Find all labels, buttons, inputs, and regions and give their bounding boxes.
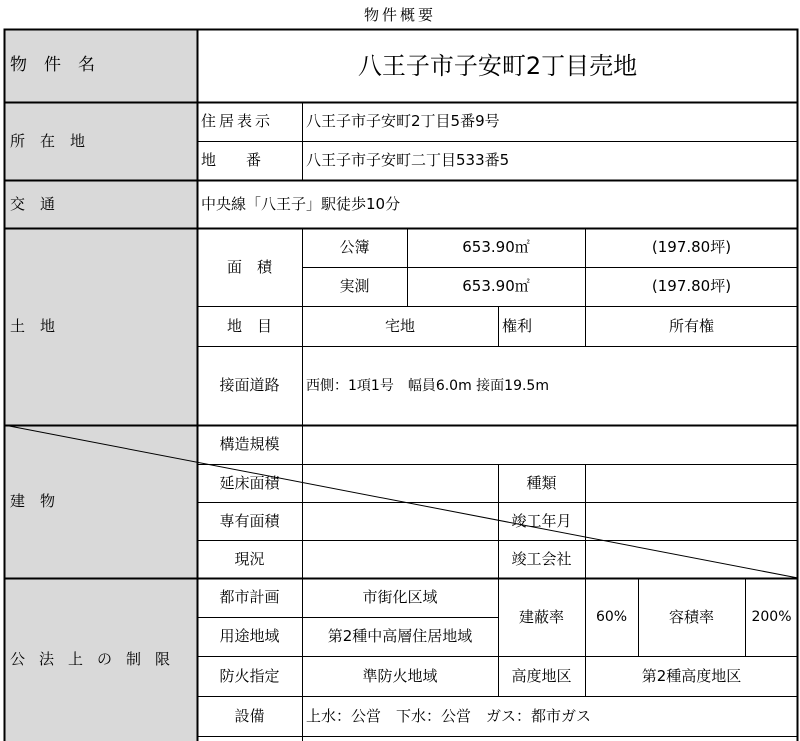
completion-label: 竣工年月 (511, 511, 572, 530)
land-label: 土 地 (4, 228, 197, 425)
registry-area: 653.90㎡ (462, 238, 530, 256)
road: 西側：1項1号 幅員6.0m 接面19.5m (306, 377, 549, 394)
lot-label: 地 番 (201, 151, 262, 169)
measured-area: 653.90㎡ (462, 277, 530, 295)
structure-label: 構造規模 (219, 435, 280, 453)
measured-label: 実測 (339, 277, 370, 295)
legal-restrictions-label: 公法上の制限 (4, 578, 197, 741)
registry-label: 公簿 (339, 238, 370, 256)
address-label: 住居表示 (201, 112, 274, 130)
height-label: 高度地区 (511, 666, 572, 685)
exclusive-area-label: 専有面積 (219, 511, 280, 530)
property-name-label: 物 件 名 (4, 29, 197, 102)
height: 第2種高度地区 (641, 666, 742, 685)
building-label: 建 物 (4, 425, 197, 578)
road-label: 接面道路 (219, 376, 280, 394)
location-label: 所 在 地 (4, 102, 197, 180)
transport: 中央線「八王子」駅徒歩10分 (201, 194, 401, 213)
utilities: 上水：公営 下水：公営 ガス：都市ガス (306, 706, 592, 725)
far: 200% (751, 609, 792, 625)
land-category-label: 地 目 (226, 316, 272, 335)
registry-tsubo: (197.80坪) (651, 238, 732, 256)
floor-area-label: 延床面積 (219, 473, 280, 492)
coverage-label: 建蔽率 (518, 607, 564, 626)
fire-label: 防火指定 (219, 666, 280, 685)
measured-tsubo: (197.80坪) (651, 277, 732, 295)
builder-label: 竣工会社 (511, 549, 572, 568)
lot-number: 八王子市子安町二丁目533番5 (306, 151, 510, 169)
city-plan: 市街化区域 (362, 588, 438, 606)
transport-label: 交 通 (4, 180, 197, 228)
area-label: 面 積 (226, 257, 272, 276)
property-name: 八王子市子安町2丁目売地 (357, 51, 638, 80)
type-label: 種類 (526, 473, 557, 492)
city-plan-label: 都市計画 (219, 588, 280, 606)
utilities-label: 設備 (234, 706, 265, 725)
zoning: 第2種中高層住居地域 (327, 627, 473, 645)
far-label: 容積率 (668, 607, 714, 626)
rights: 所有権 (668, 316, 714, 335)
rights-label: 権利 (502, 316, 533, 335)
document-title: 物件概要 (363, 6, 436, 24)
address: 八王子市子安町2丁目5番9号 (306, 112, 500, 130)
coverage: 60% (595, 609, 628, 625)
zoning-label: 用途地域 (219, 627, 280, 645)
fire: 準防火地域 (362, 666, 438, 685)
status-label: 現況 (234, 549, 265, 568)
land-category: 宅地 (384, 316, 415, 335)
